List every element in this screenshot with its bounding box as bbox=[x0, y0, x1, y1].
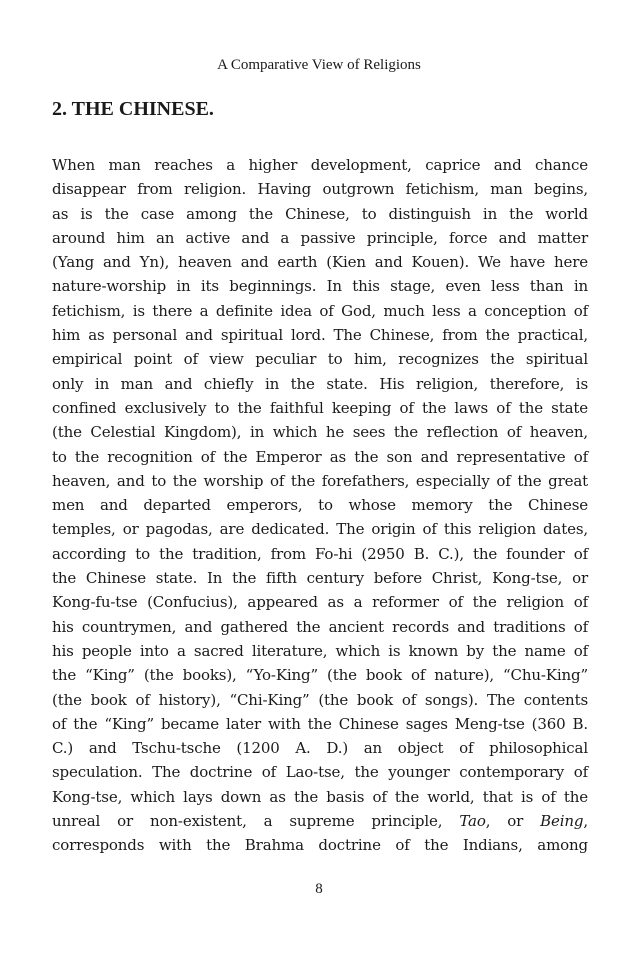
text-line: the “King” (the books), “Yo-King” (the book of nature), “Chu-King” bbox=[52, 666, 588, 685]
text-line: temples, or pagodas, are dedicated. The origin of this religion dates, bbox=[52, 520, 588, 539]
text-line: empirical point of view peculiar to him, recognizes the spiritual bbox=[52, 350, 588, 369]
text-line: (the book of history), “Chi-King” (the book of songs). The contents bbox=[52, 690, 588, 709]
text-line: of the “King” became later with the Chinese sages Meng-tse (360 B. bbox=[52, 714, 588, 733]
text-line: the Chinese state. In the fifth century before Christ, Kong-tse, or bbox=[52, 569, 588, 588]
text-line: him as personal and spiritual lord. The Chinese, from the practical, bbox=[52, 326, 588, 345]
text-line: fetichism, is there a definite idea of God, much less a conception of bbox=[52, 301, 588, 320]
text-line: to the recognition of the Emperor as the son and representative of bbox=[52, 447, 588, 466]
text-line: heaven, and to the worship of the forefathers, especially of the great bbox=[52, 471, 588, 490]
text-line: as is the case among the Chinese, to distinguish in the world bbox=[52, 204, 588, 223]
text-line-with-italics bbox=[52, 809, 588, 833]
text-line: Kong-fu-tse (Confucius), appeared as a reformer of the religion of bbox=[52, 593, 588, 612]
text-line: according to the tradition, from Fo-hi (2950 B. C.), the founder of bbox=[52, 544, 588, 563]
text-line: (Yang and Yn), heaven and earth (Kien and Kouen). We have here bbox=[52, 253, 588, 272]
text-line: men and departed emperors, to whose memory the Chinese bbox=[52, 496, 588, 515]
italic-term-being: Being bbox=[540, 812, 584, 831]
page-number: 8 bbox=[315, 881, 323, 897]
section-title: 2. THE CHINESE. bbox=[52, 98, 214, 120]
text-line: Kong-tse, which lays down as the basis of the world, that is of the bbox=[52, 787, 588, 806]
text-line: (the Celestial Kingdom), in which he sees the reflection of heaven, bbox=[52, 423, 588, 442]
italic-term-tao: Tao bbox=[459, 812, 486, 831]
text-line: nature-worship in its beginnings. In this stage, even less than in bbox=[52, 277, 588, 296]
text-line: speculation. The doctrine of Lao-tse, the younger contemporary of bbox=[52, 763, 588, 782]
text-line: confined exclusively to the faithful keeping of the laws of the state bbox=[52, 398, 588, 417]
text-line: his countrymen, and gathered the ancient records and traditions of bbox=[52, 617, 588, 636]
text-line: only in man and chiefly in the state. His religion, therefore, is bbox=[52, 374, 588, 393]
text-line: When man reaches a higher development, caprice and chance bbox=[52, 156, 588, 174]
text-line: disappear from religion. Having outgrown fetichism, man begins, bbox=[52, 180, 588, 199]
text-line: around him an active and a passive principle, force and matter bbox=[52, 228, 588, 247]
text-segment: , bbox=[583, 812, 589, 831]
text-segment: , or bbox=[485, 812, 524, 831]
text-line: C.) and Tschu-tsche (1200 A. D.) an object of philosophical bbox=[52, 739, 588, 758]
text-line: corresponds with the Brahma doctrine of the Indians, among bbox=[52, 836, 588, 855]
text-segment: unreal or non-existent, a supreme principle, bbox=[52, 812, 443, 831]
text-line: his people into a sacred literature, which is known by the name of bbox=[52, 641, 588, 660]
body-paragraph bbox=[52, 153, 588, 858]
running-head: A Comparative View of Religions bbox=[217, 57, 421, 73]
